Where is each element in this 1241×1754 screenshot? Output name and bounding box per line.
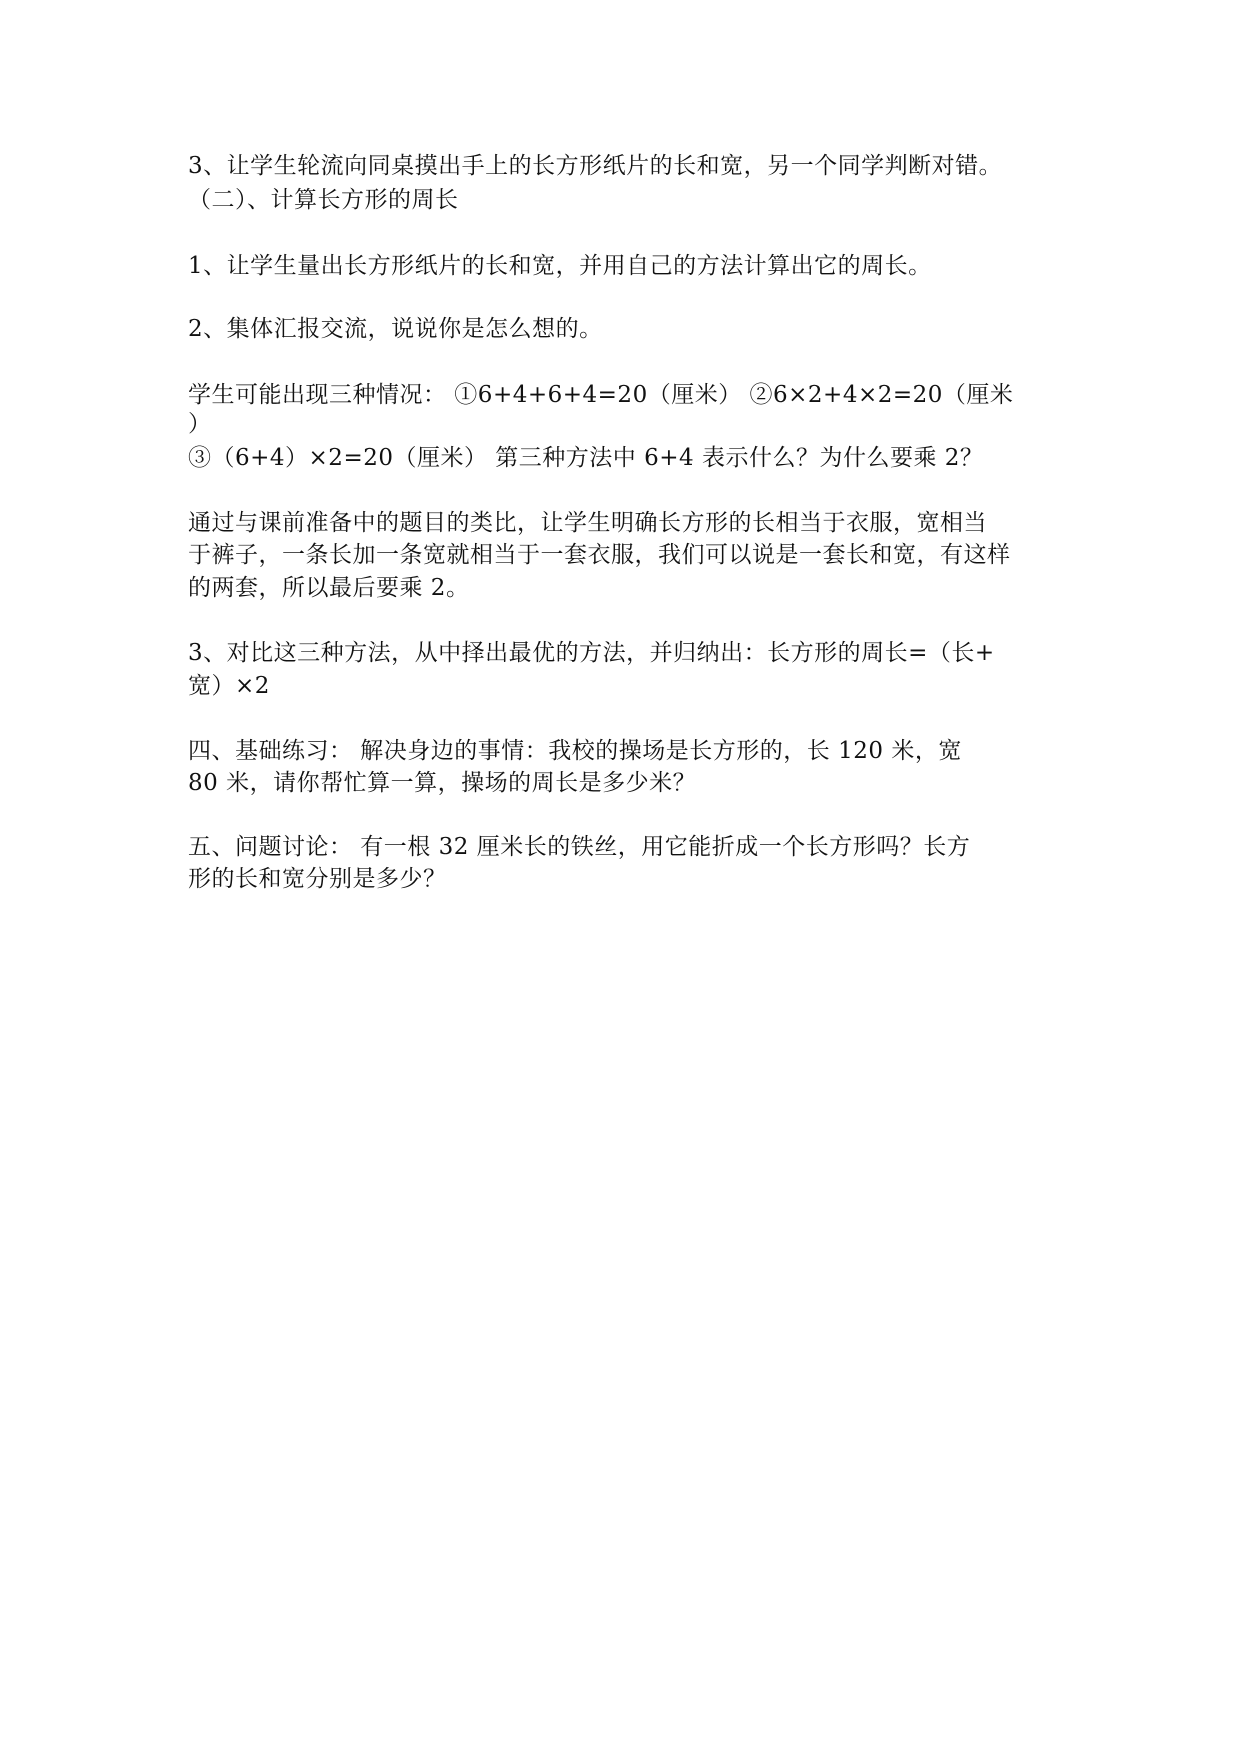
text-line-14: 80 米，请你帮忙算一算，操场的周长是多少米？ <box>188 770 697 796</box>
text-line-1: 3、让学生轮流向同桌摸出手上的长方形纸片的长和宽，另一个同学判断对错。 <box>188 153 1003 179</box>
text-line-5: 学生可能出现三种情况： ①6+4+6+4=20（厘米） ②6×2+4×2=20（厘米 <box>188 382 1014 408</box>
section-heading-2: （二）、计算长方形的周长 <box>188 187 459 213</box>
text-line-6: ） <box>188 411 212 437</box>
text-line-12: 宽）×2 <box>188 673 270 699</box>
text-line-15: 五、问题讨论： 有一根 32 厘米长的铁丝，用它能折成一个长方形吗？长方 <box>188 834 971 860</box>
text-line-7: ③（6+4）×2=20（厘米） 第三种方法中 6+4 表示什么？为什么要乘 2？ <box>188 445 984 471</box>
text-line-10: 的两套，所以最后要乘 2。 <box>188 575 470 601</box>
text-line-4: 2、集体汇报交流，说说你是怎么想的。 <box>188 316 603 342</box>
text-line-8: 通过与课前准备中的题目的类比，让学生明确长方形的长相当于衣服，宽相当 <box>188 510 987 536</box>
text-line-9: 于裤子，一条长加一条宽就相当于一套衣服，我们可以说是一套长和宽，有这样 <box>188 542 1011 568</box>
text-line-11: 3、对比这三种方法，从中择出最优的方法，并归纳出：长方形的周长=（长+ <box>188 640 995 666</box>
text-line-3: 1、让学生量出长方形纸片的长和宽，并用自己的方法计算出它的周长。 <box>188 253 932 279</box>
text-line-16: 形的长和宽分别是多少？ <box>188 866 447 892</box>
text-line-13: 四、基础练习： 解决身边的事情：我校的操场是长方形的，长 120 米，宽 <box>188 738 962 764</box>
